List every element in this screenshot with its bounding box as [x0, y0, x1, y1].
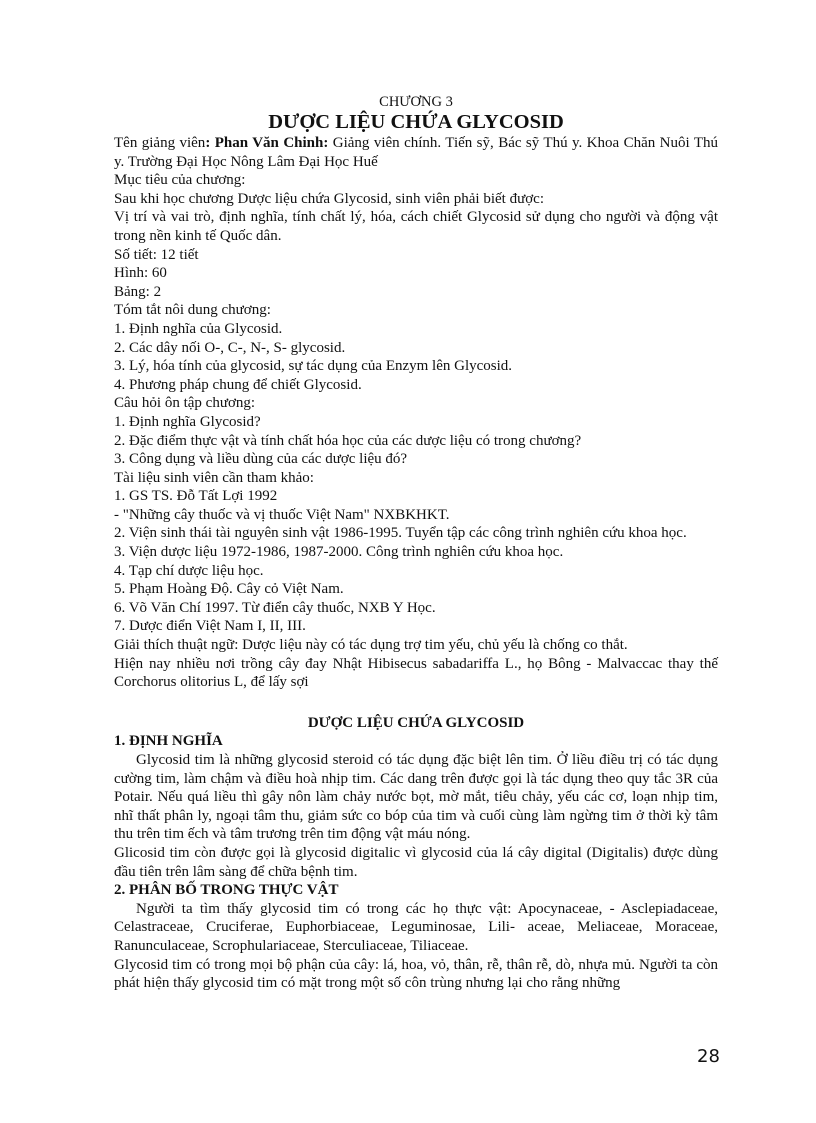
lecturer-line: Tên giảng viên: Phan Văn Chinh: Giảng viên chính. Tiến sỹ, Bác sỹ Thú y. Khoa Chăn Nuôi Thú y. Trường Đại Học Nông Lâm Đại Học Huế [114, 135, 718, 170]
lecturer-label: Tên giảng viên [114, 135, 206, 151]
summary-item: 4. Phương pháp chung để chiết Glycosid. [114, 376, 362, 393]
distribution-paragraph: Glycosid tim có trong mọi bộ phận của cây: lá, hoa, vỏ, thân, rễ, thân rễ, dò, nhựa mủ. Người ta còn phát hiện thấy glycosid tim có mặt trong một số côn trùng nhưng lại cho rằng những [114, 956, 718, 992]
page-number: 28 [697, 1046, 720, 1067]
reference-item: 4. Tạp chí dược liệu học. [114, 562, 264, 579]
chapter-title: DƯỢC LIỆU CHỨA GLYCOSID [268, 111, 564, 133]
figures-count: Hình: 60 [114, 265, 167, 282]
summary-item: 3. Lý, hóa tính của glycosid, sự tác dụng của Enzym lên Glycosid. [114, 358, 513, 375]
review-item: 3. Công dụng và liều dùng của các dược liệu đó? [114, 451, 408, 468]
objectives-body: Vị trí và vai trò, định nghĩa, tính chất lý, hóa, cách chiết Glycosid sử dụng cho người và động vật trong nền kinh tế Quốc dân. [114, 209, 718, 244]
section-title: DƯỢC LIỆU CHỨA GLYCOSID [307, 714, 525, 731]
definition-heading: 1. ĐỊNH NGHĨA [114, 733, 223, 750]
reference-item: 1. GS TS. Đỗ Tất Lợi 1992 [114, 488, 278, 505]
reference-item: - "Những cây thuốc và vị thuốc Việt Nam" NXBKHKT. [114, 506, 450, 523]
review-item: 1. Định nghĩa Glycosid? [114, 413, 261, 430]
reference-item: 6. Võ Văn Chí 1997. Từ điển cây thuốc, NXB Y Học. [114, 599, 436, 616]
lecturer-name: Phan Văn Chinh: [214, 135, 329, 151]
review-heading: Câu hỏi ôn tập chương: [114, 395, 256, 412]
definition-paragraph: Glycosid tim là những glycosid steroid có tác dụng đặc biệt lên tim. Ở liều điều trị có tác dụng cường tim, làm chậm và điều hoà nhịp tim. Các dang trên được gọi là tác dụng theo quy tắc 3R của Potair. Nếu quá liều thì gây nôn làm chảy nước bọt, mờ mắt, tiêu chảy, yếu các cơ, loạn nhịp tim, nhĩ thất phân ly, ngoại tâm thu, giảm sức co bóp của tim và cuối cùng làm ngừng tim ở thời kỳ tâm thu trên tim ếch và tâm trương trên tim động vật máu nóng. [114, 752, 718, 843]
references-heading: Tài liệu sinh viên cần tham khảo: [114, 469, 314, 486]
summary-item: 1. Định nghĩa của Glycosid. [114, 320, 283, 337]
distribution-paragraph: Người ta tìm thấy glycosid tim có trong các họ thực vật: Apocynaceae, - Asclepiadaceae, Celastraceae, Cruciferae, Euphorbiaceae, Leguminosae, Lili- aceae, Meliaceae, Moraceae, Ranunculaceae, Scrophulariaceae, Sterculiaceae, Tiliaceae. [114, 900, 718, 954]
definition-paragraph: Glicosid tim còn được gọi là glycosid digitalic vì glycosid của lá cây digital (Digitalis) được dùng đầu tiên trên lâm sàng để chữa bệnh tim. [114, 844, 718, 880]
reference-item: 2. Viện sinh thái tài nguyên sinh vật 1986-1995. Tuyển tập các công trình nghiên cứu khoa học. [114, 525, 687, 542]
summary-heading: Tóm tắt nôi dung chương: [114, 302, 271, 319]
summary-item: 2. Các dây nối O-, C-, N-, S- glycosid. [114, 339, 346, 356]
distribution-heading: 2. PHÂN BỐ TRONG THỰC VẬT [114, 882, 339, 899]
reference-item: 5. Phạm Hoàng Độ. Cây cỏ Việt Nam. [114, 581, 344, 598]
reference-item: 7. Dược điển Việt Nam I, II, III. [114, 618, 306, 635]
tables-count: Bảng: 2 [114, 283, 162, 300]
glossary: Giải thích thuật ngữ: Dược liệu này có tác dụng trợ tim yếu, chủ yếu là chống co thắt. [114, 637, 628, 654]
lecturer-details: Giảng viên chính. Tiến sỹ, Bác sỹ Thú y. Khoa Chăn Nuôi Thú y. Trường Đại Học Nông Lâm Đại Học Huế [114, 135, 718, 170]
objectives-intro: Sau khi học chương Dược liệu chứa Glycosid, sinh viên phải biết được: [114, 190, 544, 207]
chapter-label: CHƯƠNG 3 [379, 94, 453, 110]
objectives-heading: Mục tiêu của chương: [114, 172, 246, 189]
document-page [114, 94, 718, 993]
review-item: 2. Đặc điểm thực vật và tính chất hóa học của các dược liệu có trong chương? [114, 432, 582, 449]
periods: Số tiết: 12 tiết [114, 246, 199, 263]
reference-item: 3. Viện dược liệu 1972-1986, 1987-2000. Công trình nghiên cứu khoa học. [114, 544, 564, 561]
note: Hiện nay nhiều nơi trồng cây đay Nhật Hibisecus sabadariffa L., họ Bông - Malvaccac thay thế Corchorus olitorius L, để lấy sợi [114, 655, 718, 691]
